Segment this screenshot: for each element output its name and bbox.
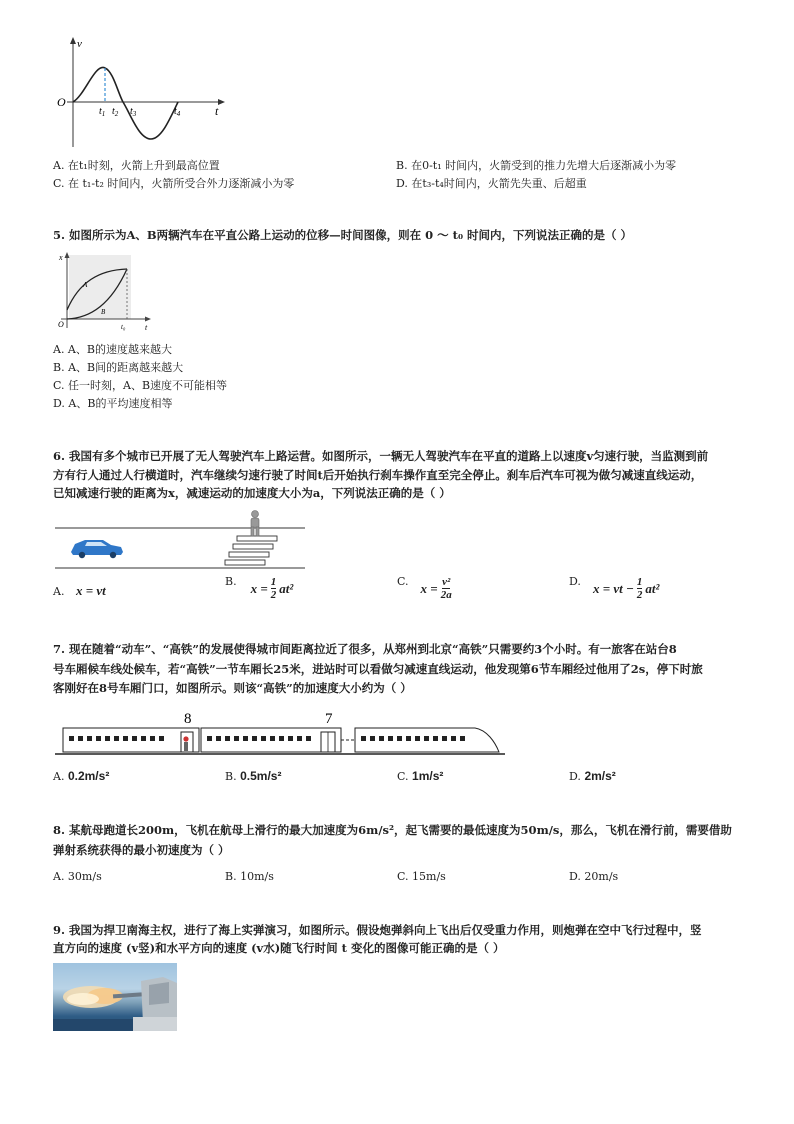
q5-option-d[interactable]: D. A、B的平均速度相等	[53, 397, 173, 410]
q7-stem-line3: 客刚好在8号车厢门口，如图所示。则该“高铁”的加速度大小约为（ ）	[53, 681, 412, 695]
naval-gun-icon	[53, 963, 177, 1031]
q4-origin: O	[57, 95, 66, 109]
q4-t2: $t_2$	[112, 106, 119, 118]
q8-stem-line2: 弹射系统获得的最小初速度为（ ）	[53, 843, 230, 857]
q7-option-c[interactable]: C. 1m/s²	[397, 769, 444, 783]
q6-stem-line2: 方有行人通过人行横道时，汽车继续匀速行驶了时间t后开始执行刹车操作直至完全停止。刹车后汽车可视为做匀减速直线运动，	[53, 468, 703, 482]
q6-option-c[interactable]: C. x = $\frac{\text{v²}}{2a}$	[397, 575, 452, 601]
crosswalk-icon	[225, 536, 277, 565]
q9-naval-gun-photo	[53, 963, 177, 1031]
q6-stem-line3: 已知减速行驶的距离为x，减速运动的加速度大小为a，下列说法正确的是（ ）	[53, 486, 451, 500]
q5-t0: t₀	[121, 323, 126, 331]
q6-road-illustration	[55, 508, 305, 573]
q4-t1: $t_1$	[99, 106, 106, 118]
q9-stem-line1: 9. 我国为捍卫南海主权，进行了海上实弹演习，如图所示。假设炮弹斜向上飞出后仅受重力作用，则炮弹在空中飞行过程中，竖	[53, 923, 702, 937]
car-icon	[71, 540, 123, 558]
q6-option-b[interactable]: B. x = $\frac{1}{2}$ at²	[225, 575, 294, 601]
q4-t4: $t_4$	[174, 106, 181, 118]
q8-option-a[interactable]: A. 30m/s	[53, 870, 102, 883]
q7-option-b[interactable]: B. 0.5m/s²	[225, 769, 282, 783]
q4-vt-graph	[55, 35, 230, 155]
q9-stem-line2: 直方向的速度 (v竖)和水平方向的速度 (v水)随飞行时间 t 变化的图像可能正确的是（ ）	[53, 941, 505, 955]
q5-xt-graph	[55, 252, 155, 332]
q7-car-7-label: 7	[325, 711, 333, 727]
q4-axis-v: v	[77, 38, 82, 50]
q5-stem: 5. 如图所示为A、B两辆汽车在平直公路上运动的位移—时间图像，则在 0 ～ t₀ 时间内，下列说法正确的是（ ）	[53, 228, 633, 242]
q5-axis-t: t	[145, 323, 148, 332]
q4-option-b[interactable]: B. 在0-t₁ 时间内，火箭受到的推力先增大后逐渐减小为零	[396, 159, 677, 172]
q8-option-b[interactable]: B. 10m/s	[225, 870, 274, 883]
q5-option-a[interactable]: A. A、B的速度越来越大	[53, 343, 172, 356]
q7-option-a[interactable]: A. 0.2m/s²	[53, 769, 110, 783]
pedestrian-icon	[251, 511, 259, 537]
q6-option-d[interactable]: D. x = vt − $\frac{1}{2}$ at²	[569, 575, 660, 601]
q4-axis-t: t	[215, 104, 219, 118]
passenger-icon	[183, 736, 188, 751]
q6-option-a[interactable]: A. x = vt	[53, 583, 106, 598]
q4-option-c[interactable]: C. 在 t₁-t₂ 时间内，火箭所受合外力逐渐减小为零	[53, 177, 295, 190]
q7-option-d[interactable]: D. 2m/s²	[569, 769, 616, 783]
q4-option-d[interactable]: D. 在t₃-t₄时间内，火箭先失重、后超重	[396, 177, 587, 190]
q5-label-a: A	[83, 281, 88, 289]
q4-t3: $t_3$	[130, 106, 137, 118]
q7-stem-line1: 7. 现在随着“动车”、“高铁”的发展使得城市间距离拉近了很多，从郑州到北京“高铁”只需要约3个小时。有一旅客在站台8	[53, 642, 677, 656]
q8-stem-line1: 8. 某航母跑道长200m，飞机在航母上滑行的最大加速度为6m/s²，起飞需要的最低速度为50m/s，那么，飞机在滑行前，需要借助	[53, 823, 732, 837]
q5-origin: O	[58, 320, 64, 329]
q5-option-c[interactable]: C. 任一时刻，A、B速度不可能相等	[53, 379, 228, 392]
q5-axis-x: x	[59, 253, 63, 262]
q5-option-b[interactable]: B. A、B间的距离越来越大	[53, 361, 184, 374]
q8-option-d[interactable]: D. 20m/s	[569, 870, 619, 883]
q7-stem-line2: 号车厢候车线处候车，若“高铁”一节车厢长25米，进站时可以看做匀减速直线运动，他发现第6节车厢经过他用了2s，停下时旅	[53, 662, 703, 676]
q7-train-illustration	[55, 708, 505, 758]
q7-car-8-label: 8	[184, 711, 192, 727]
q5-label-b: B	[101, 308, 106, 316]
q8-option-c[interactable]: C. 15m/s	[397, 870, 446, 883]
q6-stem-line1: 6. 我国有多个城市已开展了无人驾驶汽车上路运营。如图所示，一辆无人驾驶汽车在平直的道路上以速度v匀速行驶，当监测到前	[53, 449, 709, 463]
q4-option-a[interactable]: A. 在t₁时刻，火箭上升到最高位置	[53, 159, 220, 172]
